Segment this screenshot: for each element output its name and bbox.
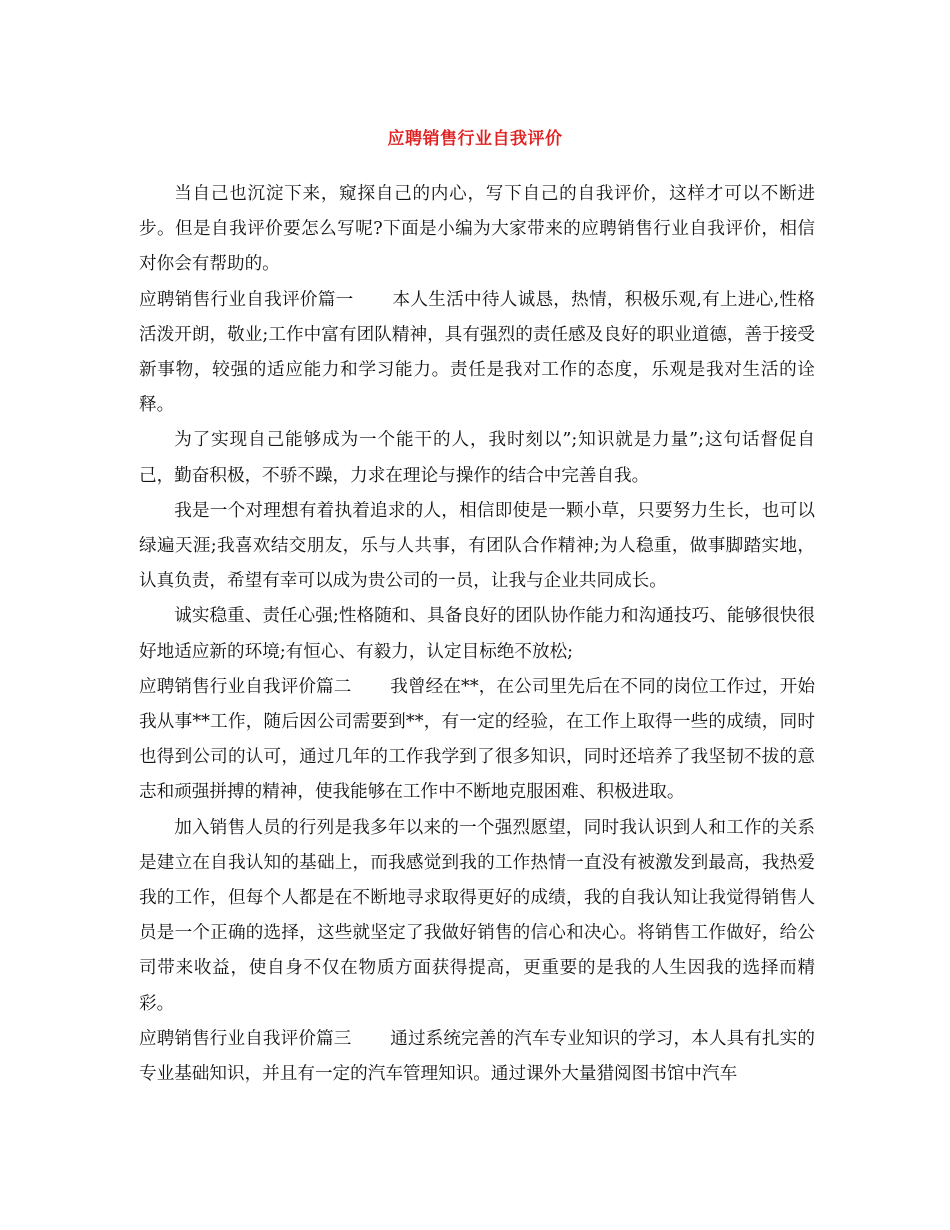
document-title: 应聘销售行业自我评价 [387,129,563,149]
section-1-paragraph: 我是一个对理想有着执着追求的人，相信即使是一颗小草，只要努力生长，也可以绿遍天涯;我喜欢结交朋友，乐与人共事，有团队合作精神;为人稳重，做事脚踏实地，认真负责，希望有幸可以成为贵公司的一员，让我与企业共同成长。 [139,500,815,592]
section-2-heading: 应聘销售行业自我评价篇二 [139,676,352,697]
section-3-heading: 应聘销售行业自我评价篇三 [139,1028,352,1049]
section-3-lead [139,1022,815,1092]
section-1-lead [139,283,815,424]
section-1-paragraph: 为了实现自己能够成为一个能干的人，我时刻以”;知识就是力量”;这句话督促自己，勤奋积极，不骄不躁，力求在理论与操作的结合中完善自我。 [139,430,815,486]
intro-paragraph: 当自己也沉淀下来，窥探自己的内心，写下自己的自我评价，这样才可以不断进步。但是自我评价要怎么写呢?下面是小编为大家带来的应聘销售行业自我评价，相信对你会有帮助的。 [139,184,815,275]
section-2-lead [139,670,815,811]
section-1-lead-text: 本人生活中待人诚恳，热情，积极乐观,有上进心,性格活泼开朗，敬业;工作中富有团队精神，具有强烈的责任感及良好的职业道德，善于接受新事物，较强的适应能力和学习能力。责任是我对工作的态度，乐观是我对生活的诠释。 [139,289,815,416]
section-3-lead-text: 通过系统完善的汽车专业知识的学习，本人具有扎实的专业基础知识，并且有一定的汽车管理知识。通过课外大量猎阅图书馆中汽车 [139,1028,815,1085]
section-1-paragraph: 诚实稳重、责任心强;性格随和、具备良好的团队协作能力和沟通技巧、能够很快很好地适应新的环境;有恒心、有毅力，认定目标绝不放松; [139,606,815,662]
section-1-heading: 应聘销售行业自我评价篇一 [139,289,354,310]
document-body [139,177,815,1092]
section-2-paragraph: 加入销售人员的行列是我多年以来的一个强烈愿望，同时我认识到人和工作的关系是建立在自我认知的基础上，而我感觉到我的工作热情一直没有被激发到最高，我热爱我的工作，但每个人都是在不断地寻求取得更好的成绩，我的自我认知让我觉得销售人员是一个正确的选择，这些就坚定了我做好销售的信心和决心。将销售工作做好，给公司带来收益，使自身不仅在物质方面获得提高，更重要的是我的人生因我的选择而精彩。 [139,817,815,1014]
section-2-lead-text: 我曾经在**，在公司里先后在不同的岗位工作过，开始我从事**工作，随后因公司需要到**，有一定的经验，在工作上取得一些的成绩，同时也得到公司的认可，通过几年的工作我学到了很多知识，同时还培养了我坚韧不拔的意志和顽强拼搏的精神，使我能够在工作中不断地克服困难、积极进取。 [139,676,815,803]
